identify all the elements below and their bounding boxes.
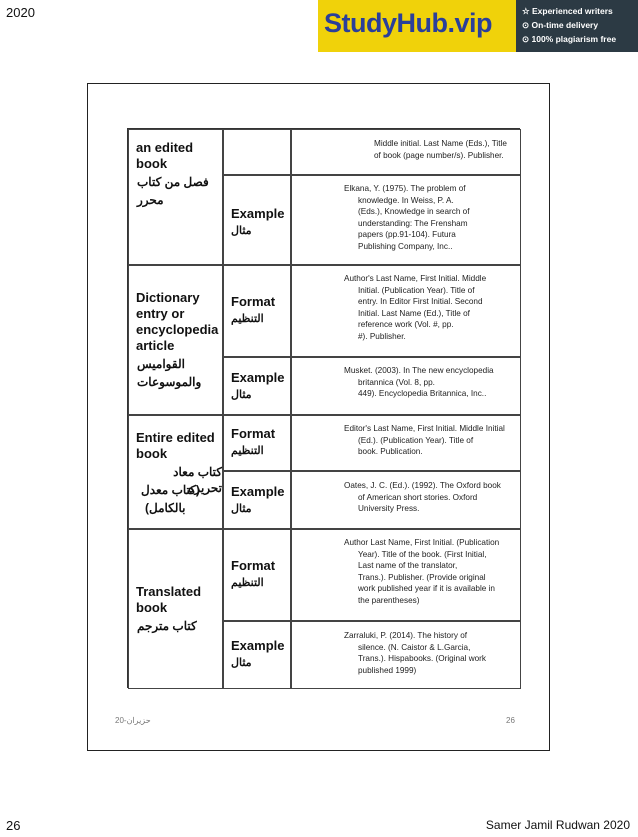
reference-table <box>127 128 520 688</box>
category-line: book <box>136 156 168 171</box>
format-reference <box>344 423 512 458</box>
category-cell-entire-edited-book <box>128 415 223 529</box>
label-cell-example <box>223 621 291 689</box>
category-line: encyclopedia <box>136 322 219 337</box>
example-reference <box>344 630 512 676</box>
example-reference <box>344 183 512 252</box>
example-label: Example <box>231 484 285 499</box>
ref-line: entry. In Editor First Initial. Second <box>358 297 483 306</box>
format-label: Format <box>231 426 276 441</box>
label-cell-empty <box>223 129 291 175</box>
example-label-ar: مثال <box>231 503 252 515</box>
category-ar-line: (كتاب معدل <box>141 483 200 497</box>
example-ref-cell <box>291 621 521 689</box>
ref-line: Last name of the translator, <box>358 561 458 570</box>
format-label: Format <box>231 558 276 573</box>
ref-line: Editor's Last Name, First Initial. Middle Initial <box>344 424 505 433</box>
category-ar-line: القواميس <box>137 357 185 371</box>
example-label-ar: مثال <box>231 225 252 237</box>
ref-line: published 1999) <box>358 665 417 675</box>
example-label: Example <box>231 638 285 653</box>
example-reference <box>344 365 512 400</box>
format-label-ar: التنظيم <box>231 577 264 589</box>
format-ref-cell <box>291 129 521 175</box>
footer-date: حزيران-20 <box>115 716 151 725</box>
format-ref-cell <box>291 265 521 357</box>
footer-page: 26 <box>506 716 515 725</box>
example-label-ar: مثال <box>231 389 252 401</box>
ref-line: of American short stories. Oxford <box>358 492 478 502</box>
ref-line: (Eds.), Knowledge in search of <box>358 207 470 216</box>
label-cell-example <box>223 175 291 265</box>
category-line: Translated <box>136 584 202 599</box>
ref-line: Elkana, Y. (1975). The problem of <box>344 184 466 193</box>
ref-line: Oates, J. C. (Ed.). (1992). The Oxford book <box>344 481 501 490</box>
ref-line: Year). Title of the book. (First Initial, <box>358 549 487 559</box>
format-reference <box>344 273 512 342</box>
studyhub-logo[interactable] <box>318 0 516 52</box>
ref-line: Zarraluki, P. (2014). The history of <box>344 631 468 640</box>
category-ar-line: فصل من كتاب <box>137 175 209 189</box>
category-line: article <box>136 338 175 353</box>
ref-line: Initial. Last Name (Ed.), Title of <box>358 308 470 318</box>
ref-line: University Press. <box>358 504 420 513</box>
format-label-ar: التنظيم <box>231 313 264 325</box>
ref-line: papers (pp.91-104). Futura <box>358 230 456 239</box>
ref-line: Trans.). Hispabooks. (Original work <box>358 654 487 663</box>
format-reference <box>374 138 512 161</box>
ref-line: the parentheses) <box>358 595 420 605</box>
format-label: Format <box>231 294 276 309</box>
studyhub-logo-text: StudyHub.vip <box>324 8 492 38</box>
category-cell-translated-book <box>128 529 223 689</box>
ref-line: Middle initial. Last Name (Eds.), Title <box>374 139 507 148</box>
category-line: an edited <box>136 140 194 155</box>
category-line: entry or <box>136 306 185 321</box>
ref-line: britannica (Vol. 8, pp. <box>358 377 435 387</box>
ref-line: Musket. (2003). In The new encyclopedia <box>344 366 494 375</box>
category-ar-line: والموسوعات <box>137 375 202 389</box>
category-line: Dictionary <box>136 290 200 305</box>
format-reference <box>344 537 512 606</box>
ref-line: reference work (Vol. #, pp. <box>358 320 454 329</box>
example-label-ar: مثال <box>231 657 252 669</box>
example-ref-cell <box>291 175 521 265</box>
banner-feature-3: ⊙ 100% plagiarism free <box>522 34 617 44</box>
ref-line: work published year if it is available in <box>358 584 495 593</box>
ref-line: of book (page number/s). Publisher. <box>374 150 504 160</box>
ref-line: Publishing Company, Inc.. <box>358 241 453 251</box>
category-line: Entire edited <box>136 430 215 445</box>
example-label: Example <box>231 370 285 385</box>
page-number: 26 <box>6 818 21 833</box>
example-label: Example <box>231 206 285 221</box>
studyhub-banner[interactable] <box>318 0 638 52</box>
category-ar-line: كتاب معاد تحريره <box>173 465 222 495</box>
category-ar-line: محرر <box>137 193 164 207</box>
label-cell-format <box>223 415 291 471</box>
ref-line: knowledge. In Weiss, P. A. <box>358 195 454 205</box>
ref-line: (Ed.). (Publication Year). Title of <box>358 435 474 445</box>
label-cell-example <box>223 471 291 529</box>
example-reference <box>344 480 512 515</box>
ref-line: #). Publisher. <box>358 331 406 341</box>
label-cell-format <box>223 529 291 621</box>
category-cell-dictionary <box>128 265 223 415</box>
format-ref-cell <box>291 415 521 471</box>
ref-line: book. Publication. <box>358 447 423 456</box>
ref-line: 449). Encyclopedia Britannica, Inc.. <box>358 389 487 398</box>
category-ar-line: بالكامل) <box>145 501 186 515</box>
category-line: book <box>136 446 168 461</box>
ref-line: Author Last Name, First Initial. (Publication <box>344 538 500 547</box>
format-ref-cell <box>291 529 521 621</box>
ref-line: Initial. (Publication Year). Title of <box>358 285 475 295</box>
format-label-ar: التنظيم <box>231 445 264 457</box>
category-cell-edited-book <box>128 129 223 265</box>
example-ref-cell <box>291 471 521 529</box>
ref-line: Author's Last Name, First Initial. Middle <box>344 274 487 283</box>
banner-feature-2: ⊙ On-time delivery <box>522 20 599 30</box>
category-ar-line: كتاب مترجم <box>137 619 197 633</box>
ref-line: silence. (N. Caistor & L.Garcia, <box>358 642 471 652</box>
banner-feature-1: ☆ Experienced writers <box>522 6 613 16</box>
label-cell-format <box>223 265 291 357</box>
ref-line: Trans.). Publisher. (Provide original <box>358 572 486 582</box>
author-credit: Samer Jamil Rudwan 2020 <box>485 818 630 832</box>
category-line: book <box>136 600 168 615</box>
year-label: 2020 <box>6 5 35 20</box>
label-cell-example <box>223 357 291 415</box>
ref-line: understanding: The Frensham <box>358 218 468 228</box>
example-ref-cell <box>291 357 521 415</box>
